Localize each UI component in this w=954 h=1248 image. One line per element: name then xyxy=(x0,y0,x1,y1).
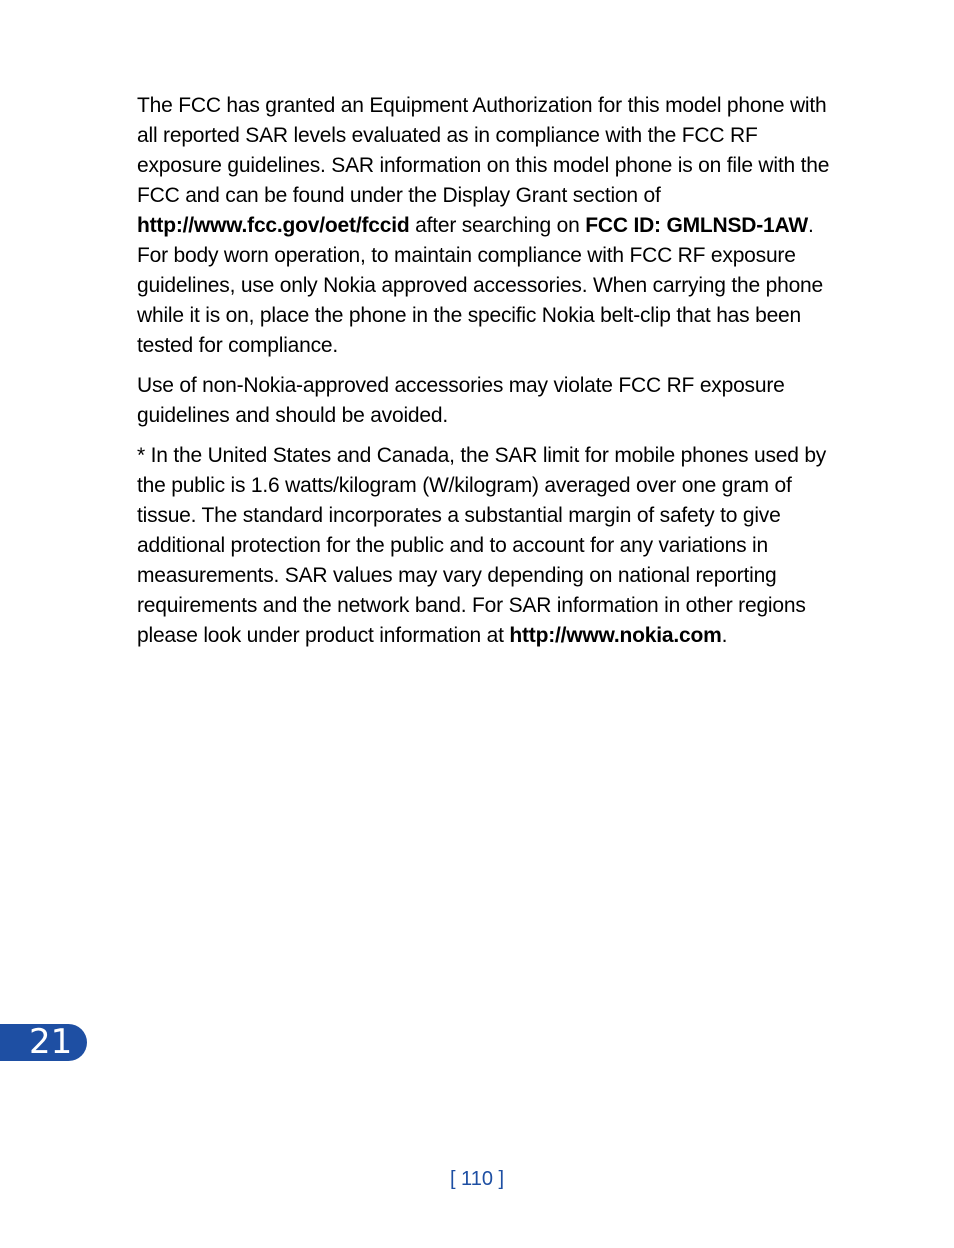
sar-text-1: * In the United States and Canada, the SAR limit for mobile phones used by the public is 1.6 watts/kilogram (W/kilogram) averaged over one gram of tissue. The standard incorporates a substantial margin of safety to give additional protection for the public and to account for any variations in measurements. SAR values may vary depending on national reporting requirements and the network band. For SAR information in other regions please look under product information at xyxy=(137,444,827,647)
fcc-text-3: . For body worn operation, to maintain compliance with FCC RF exposure guidelines, use only Nokia approved accessories. When carrying the phone while it is on, place the phone in the specific Nokia belt-clip that has been tested for compliance. xyxy=(137,214,824,357)
sar-text-2: . xyxy=(721,624,728,647)
fcc-id: FCC ID: GMLNSD-1AW xyxy=(585,214,808,237)
nokia-link[interactable]: http://www.nokia.com xyxy=(509,624,722,647)
paragraph-sar-limit xyxy=(137,441,837,651)
paragraph-fcc-authorization xyxy=(137,91,837,361)
chapter-tab: 21 xyxy=(0,1024,87,1061)
body-text xyxy=(137,91,837,661)
paragraph-accessories xyxy=(137,371,837,431)
fcc-text-1: The FCC has granted an Equipment Authorization for this model phone with all reported SAR levels evaluated as in compliance with the FCC RF exposure guidelines. SAR information on this model phone is on file with the FCC and can be found under the Display Grant section of xyxy=(137,94,830,207)
accessories-text: Use of non-Nokia-approved accessories may violate FCC RF exposure guidelines and should be avoided. xyxy=(137,374,785,427)
fcc-link[interactable]: http://www.fcc.gov/oet/fccid xyxy=(137,214,410,237)
fcc-text-2: after searching on xyxy=(409,214,586,237)
page-number: [ 110 ] xyxy=(449,1168,505,1190)
